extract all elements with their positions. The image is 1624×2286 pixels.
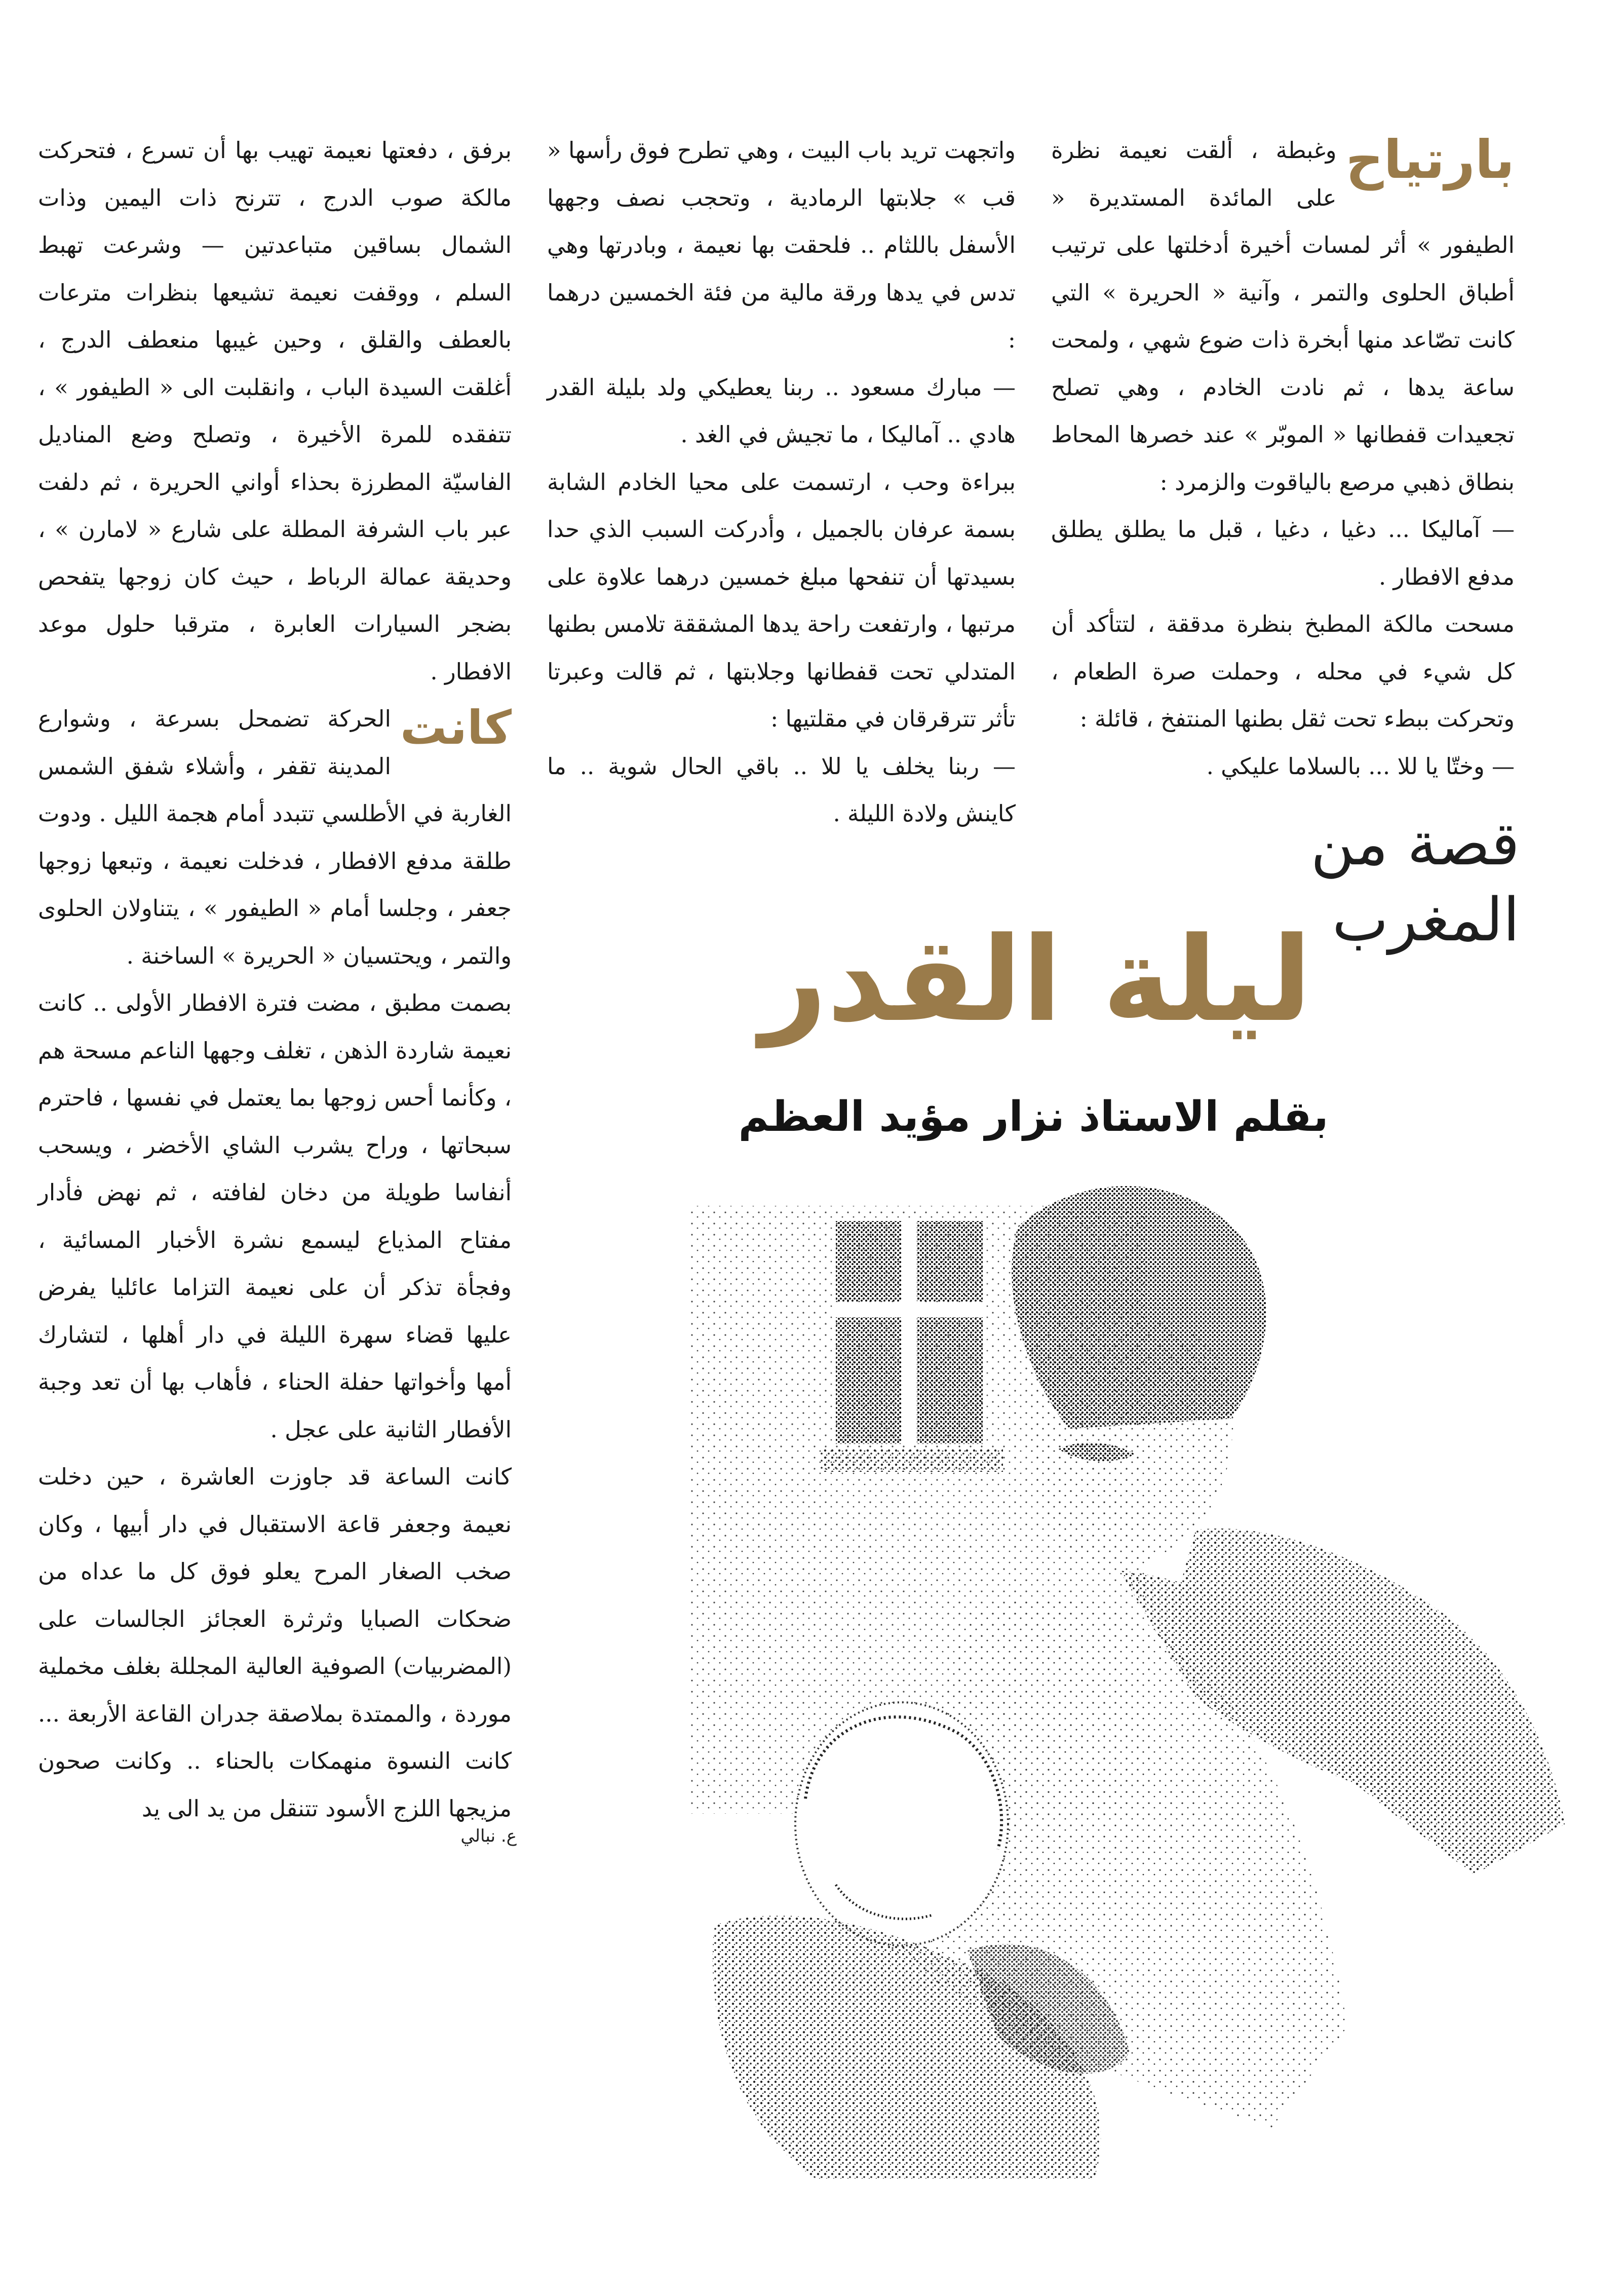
author-byline: بقلم الاستاذ نزار مؤيد العظم — [738, 1093, 1329, 1141]
story-title: ليلة القدر — [760, 912, 1312, 1048]
paragraph: بصمت مطبق ، مضت فترة الافطار الأولى .. كانت نعيمة شاردة الذهن ، تغلف وجهها الناعم مسحة هم ، وكأنما أحس زوجها بما يعتمل في نفسها ، فاحترم سبحاتها ، وراح يشرب الشاي الأخضر ، ويسحب أنفاسا طويلة من دخان لفافته ، ثم نهض فأدار مفتاح المذياع ليسمع نشرة الأخبار المسائية ، وفجأة تذكر أن على نعيمة التزاما عائليا يفرض عليها قضاء سهرة الليلة في دار أهلها ، لتشارك أمها وأخواتها حفلة الحناء ، فأهاب بها أن تعد وجبة الأفطار الثانية على عجل . — [38, 989, 512, 1443]
paragraph: واتجهت تريد باب البيت ، وهي تطرح فوق رأسها « قب » جلابتها الرمادية ، وتحجب نصف وجهها الأسفل باللثام .. فلحقت بها نعيمة ، وبادرتها وهي تدس في يدها ورقة مالية من فئة الخمسين درهما : — [547, 137, 1016, 353]
paragraph: كانت الساعة قد جاوزت العاشرة ، حين دخلت نعيمة وجعفر قاعة الاستقبال في دار أبيها ، وكان صخب الصغار المرح يعلو فوق كل ما عداه من ضحكات الصبايا وثرثرة العجائز الجالسات على (المضربيات) الصوفية العالية المجللة بغلف مخملية موردة ، والممتدة بملاصقة جدران القاعة الأربعة ... كانت النسوة منهمكات بالحناء .. وكانت صحون مزيجها اللزج الأسود تتنقل من يد الى يد — [38, 1463, 512, 1822]
dropcap-word: كانت — [400, 701, 512, 755]
dropcap-word: بارتياح — [1345, 129, 1515, 190]
paragraph: — وختّا يا للا ... بالسلاما عليكي . — [1206, 752, 1515, 780]
artist-signature: ع. نبالي — [460, 1826, 517, 1846]
series-label: قصة من المغرب — [1310, 809, 1520, 955]
paragraph: وغبطة ، ألقت نعيمة نظرة على المائدة المستديرة « الطيفور » أثر لمسات أخيرة أدخلتها على ترتيب أطباق الحلوى والتمر ، وآنية « الحريرة » التي كانت تصّاعد منها أبخرة ذات ضوع شهي ، ولمحت ساعة يدها ، ثم نادت الخادم ، وهي تصلح تجعيدات قفطانها « الموبّر » عند خصرها المحاط بنطاق ذهبي مرصع بالياقوت والزمرد : — [1051, 137, 1515, 496]
article-column-left — [38, 127, 512, 1832]
paragraph: برفق ، دفعتها نعيمة تهيب بها أن تسرع ، فتحركت مالكة صوب الدرج ، تترنح ذات اليمين وذات الشمال بساقين متباعدتين — وشرعت تهبط السلم ، ووقفت نعيمة تشيعها بنظرات مترعات بالعطف والقلق ، وحين غيبها منعطف الدرج ، أغلقت السيدة الباب ، وانقلبت الى « الطيفور » ، تتفقده للمرة الأخيرة ، وتصلح وضع المناديل الفاسيّة المطرزة بحذاء أواني الحريرة ، ثم دلفت عبر باب الشرفة المطلة على شارع « لامارن » ، وحديقة عمالة الرباط ، حيث كان زوجها يتفحص بضجر السيارات العابرة ، مترقبا حلول موعد الافطار . — [38, 137, 512, 685]
paragraph: مسحت مالكة المطبخ بنظرة مدققة ، لتتأكد أن كل شيء في محله ، وحملت صرة الطعام ، وتحركت ببطء تحت ثقل بطنها المنتفخ ، قائلة : — [1051, 611, 1515, 732]
article-column-right — [1051, 127, 1515, 790]
stippled-illustration — [460, 1165, 1611, 2229]
paragraph: — مبارك مسعود .. ربنا يعطيكي ولد بليلة القدر هادي .. آماليكا ، ما تجيش في الغد . — [547, 373, 1016, 448]
paragraph: الحركة تضمحل بسرعة ، وشوارع المدينة تقفر ، وأشلاء شفق الشمس الغاربة في الأطلسي تتبدد أمام هجمة الليل . ودوت طلقة مدفع الافطار ، فدخلت نعيمة ، وتبعها زوجها جعفر ، وجلسا أمام « الطيفور » ، يتناولان الحلوى والتمر ، ويحتسيان « الحريرة » الساخنة . — [38, 705, 512, 969]
paragraph: — آماليكا ... دغيا ، دغيا ، قبل ما يطلق يطلق مدفع الافطار . — [1051, 516, 1515, 590]
paragraph: — ربنا يخلف يا للا .. باقي الحال شوية .. ما كاينش ولادة الليلة . — [547, 752, 1016, 827]
article-column-middle — [547, 127, 1016, 837]
paragraph: ببراءة وحب ، ارتسمت على محيا الخادم الشابة بسمة عرفان بالجميل ، وأدركت السبب الذي حدا بسيدتها أن تنفحها مبلغ خمسين درهما علاوة على مرتبها ، وارتفعت راحة يدها المشققة تلامس بطنها المتدلي تحت قفطانها وجلابتها ، ثم قالت وعبرتا تأثر تترقرقان في مقلتيها : — [547, 468, 1016, 732]
